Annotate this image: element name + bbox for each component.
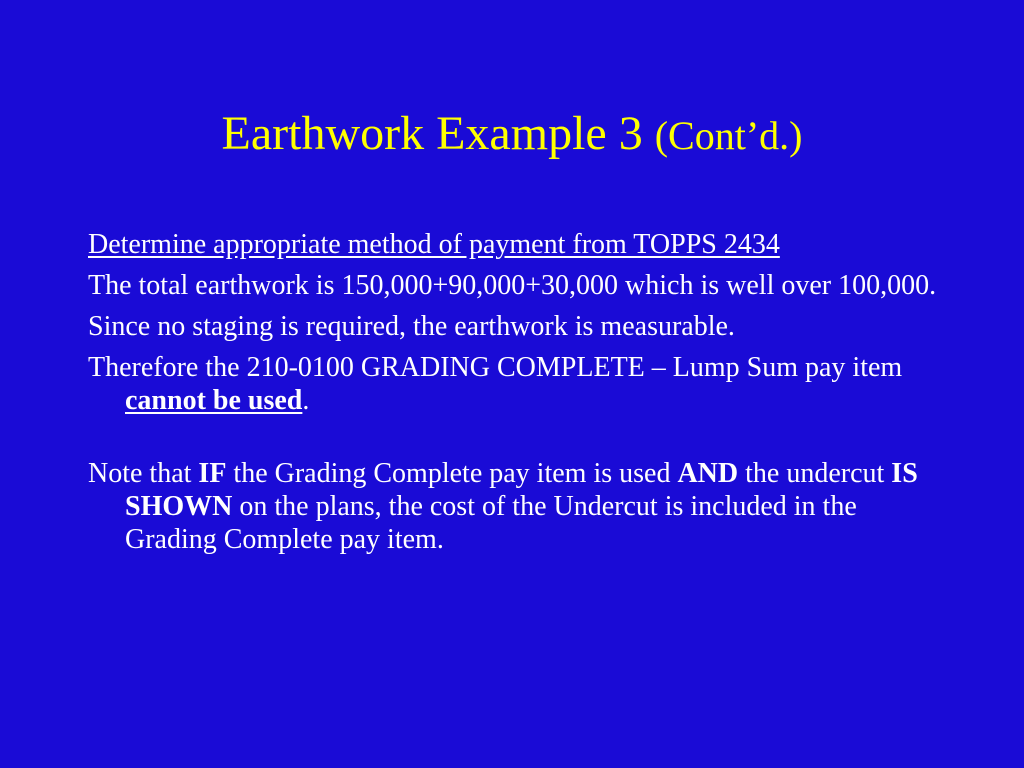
therefore-end: .	[302, 385, 310, 416]
note-bold-if: IF	[198, 458, 227, 489]
therefore-text: Therefore the 210-0100 GRADING COMPLETE – Lump Sum pay item	[88, 352, 903, 383]
note-text-1: Note that	[88, 458, 199, 489]
paragraph-note	[88, 457, 948, 556]
note-text-2: the Grading Complete pay item is used	[226, 458, 678, 489]
paragraph-no-staging: Since no staging is required, the earthwork is measurable.	[88, 311, 735, 342]
cannot-be-used-emphasis: cannot be used	[125, 385, 303, 416]
paragraph-determine-method	[88, 228, 948, 261]
title-main: Earthwork Example 3	[221, 107, 643, 160]
note-bold-is-shown: IS SHOWN	[125, 458, 918, 522]
paragraph-therefore	[88, 351, 948, 417]
determine-method-text: Determine appropriate method of payment from TOPPS 2434	[88, 229, 780, 260]
paragraph-total-earthwork: The total earthwork is 150,000+90,000+30,000 which is well over 100,000.	[88, 270, 937, 301]
note-bold-and: AND	[677, 458, 739, 489]
note-text-3: the undercut	[738, 458, 892, 489]
note-text-4: on the plans, the cost of the Undercut is included in the Grading Complete pay item.	[125, 491, 857, 555]
slide-title	[0, 104, 1024, 166]
title-subtitle: (Cont’d.)	[654, 113, 803, 158]
slide-body	[88, 228, 948, 564]
